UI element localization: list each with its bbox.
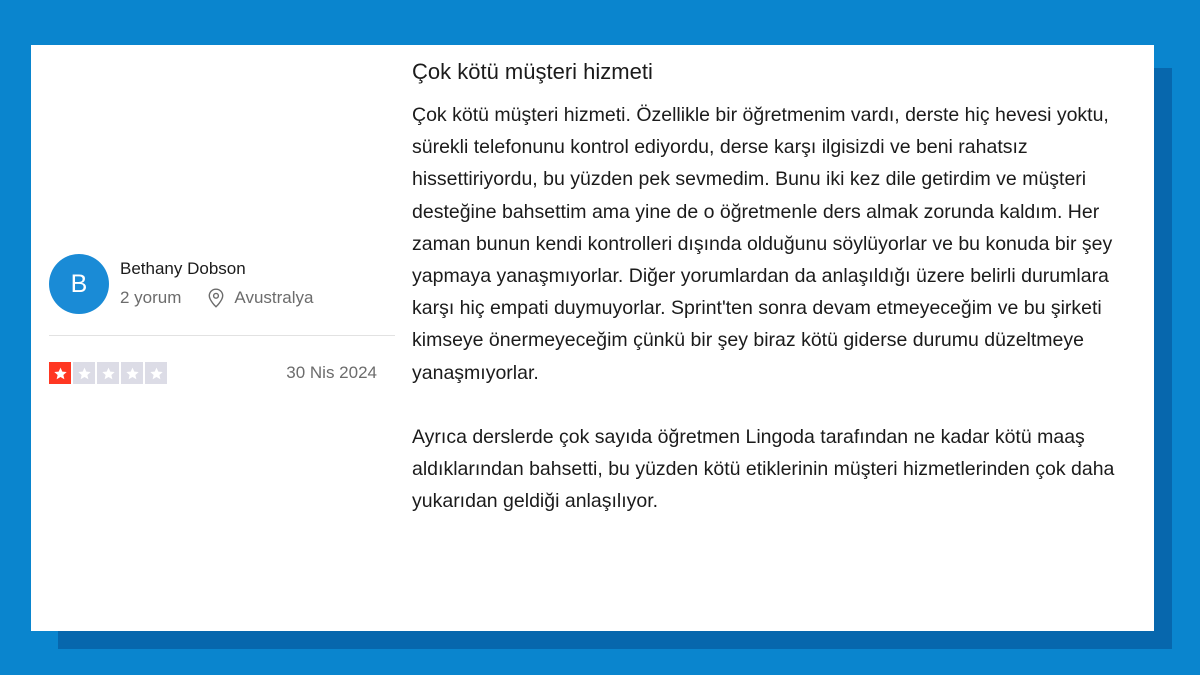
- star-3: [97, 362, 119, 384]
- review-body: [412, 99, 1132, 517]
- star-icon: [149, 366, 164, 381]
- star-2: [73, 362, 95, 384]
- review-count: 2 yorum: [120, 288, 182, 307]
- review-title[interactable]: Çok kötü müşteri hizmeti: [412, 59, 653, 84]
- location-label: Avustralya: [234, 288, 314, 307]
- star-rating: [49, 362, 167, 384]
- review-paragraph: Çok kötü müşteri hizmeti. Özellikle bir öğretmenim vardı, derste hiç hevesi yoktu, sürekli telefonunu kontrol ediyordu, derse karşı ilgisizdi ve beni rahatsız hissettiriyordu, bu yüzden pek sevmedim. Bunu iki kez dile getirdim ve müşteri desteğine bahsettim ama yine de o öğretmenle ders almak zorunda kaldım. Her zaman bunun kendi kontrolleri dışında olduğunu söylüyorlar ve bu konuda bir şey yapmaya yanaşmıyorlar. Diğer yorumlardan da anlaşıldığı üzere belirli durumlara karşı hiç empati duymuyorlar. Sprint'ten sonra devam etmeyeceğim ve bu şirketi kimseye önermeyeceğim çünkü bir şey biraz kötü giderse durumu düzeltmeye yanaşmıyorlar.: [412, 104, 1113, 384]
- star-1: [49, 362, 71, 384]
- star-icon: [125, 366, 140, 381]
- review-paragraph: Ayrıca derslerde çok sayıda öğretmen Lingoda tarafından ne kadar kötü maaş aldıklarından bahsetti, bu yüzden kötü etiklerinin müşteri hizmetlerinden çok daha yukarıdan geldiği anlaşılıyor.: [412, 425, 1115, 513]
- reviewer-name[interactable]: Bethany Dobson: [120, 259, 246, 278]
- reviewer-meta: [120, 288, 313, 308]
- avatar-initial: B: [70, 269, 88, 298]
- avatar[interactable]: [49, 254, 109, 314]
- review-card: [31, 45, 1154, 631]
- reviewer-location: [207, 288, 313, 308]
- divider: [49, 335, 395, 336]
- review-date: 30 Nis 2024: [286, 363, 377, 382]
- star-4: [121, 362, 143, 384]
- location-pin-icon: [207, 288, 225, 308]
- star-icon: [101, 366, 116, 381]
- star-icon: [53, 366, 68, 381]
- star-5: [145, 362, 167, 384]
- star-icon: [77, 366, 92, 381]
